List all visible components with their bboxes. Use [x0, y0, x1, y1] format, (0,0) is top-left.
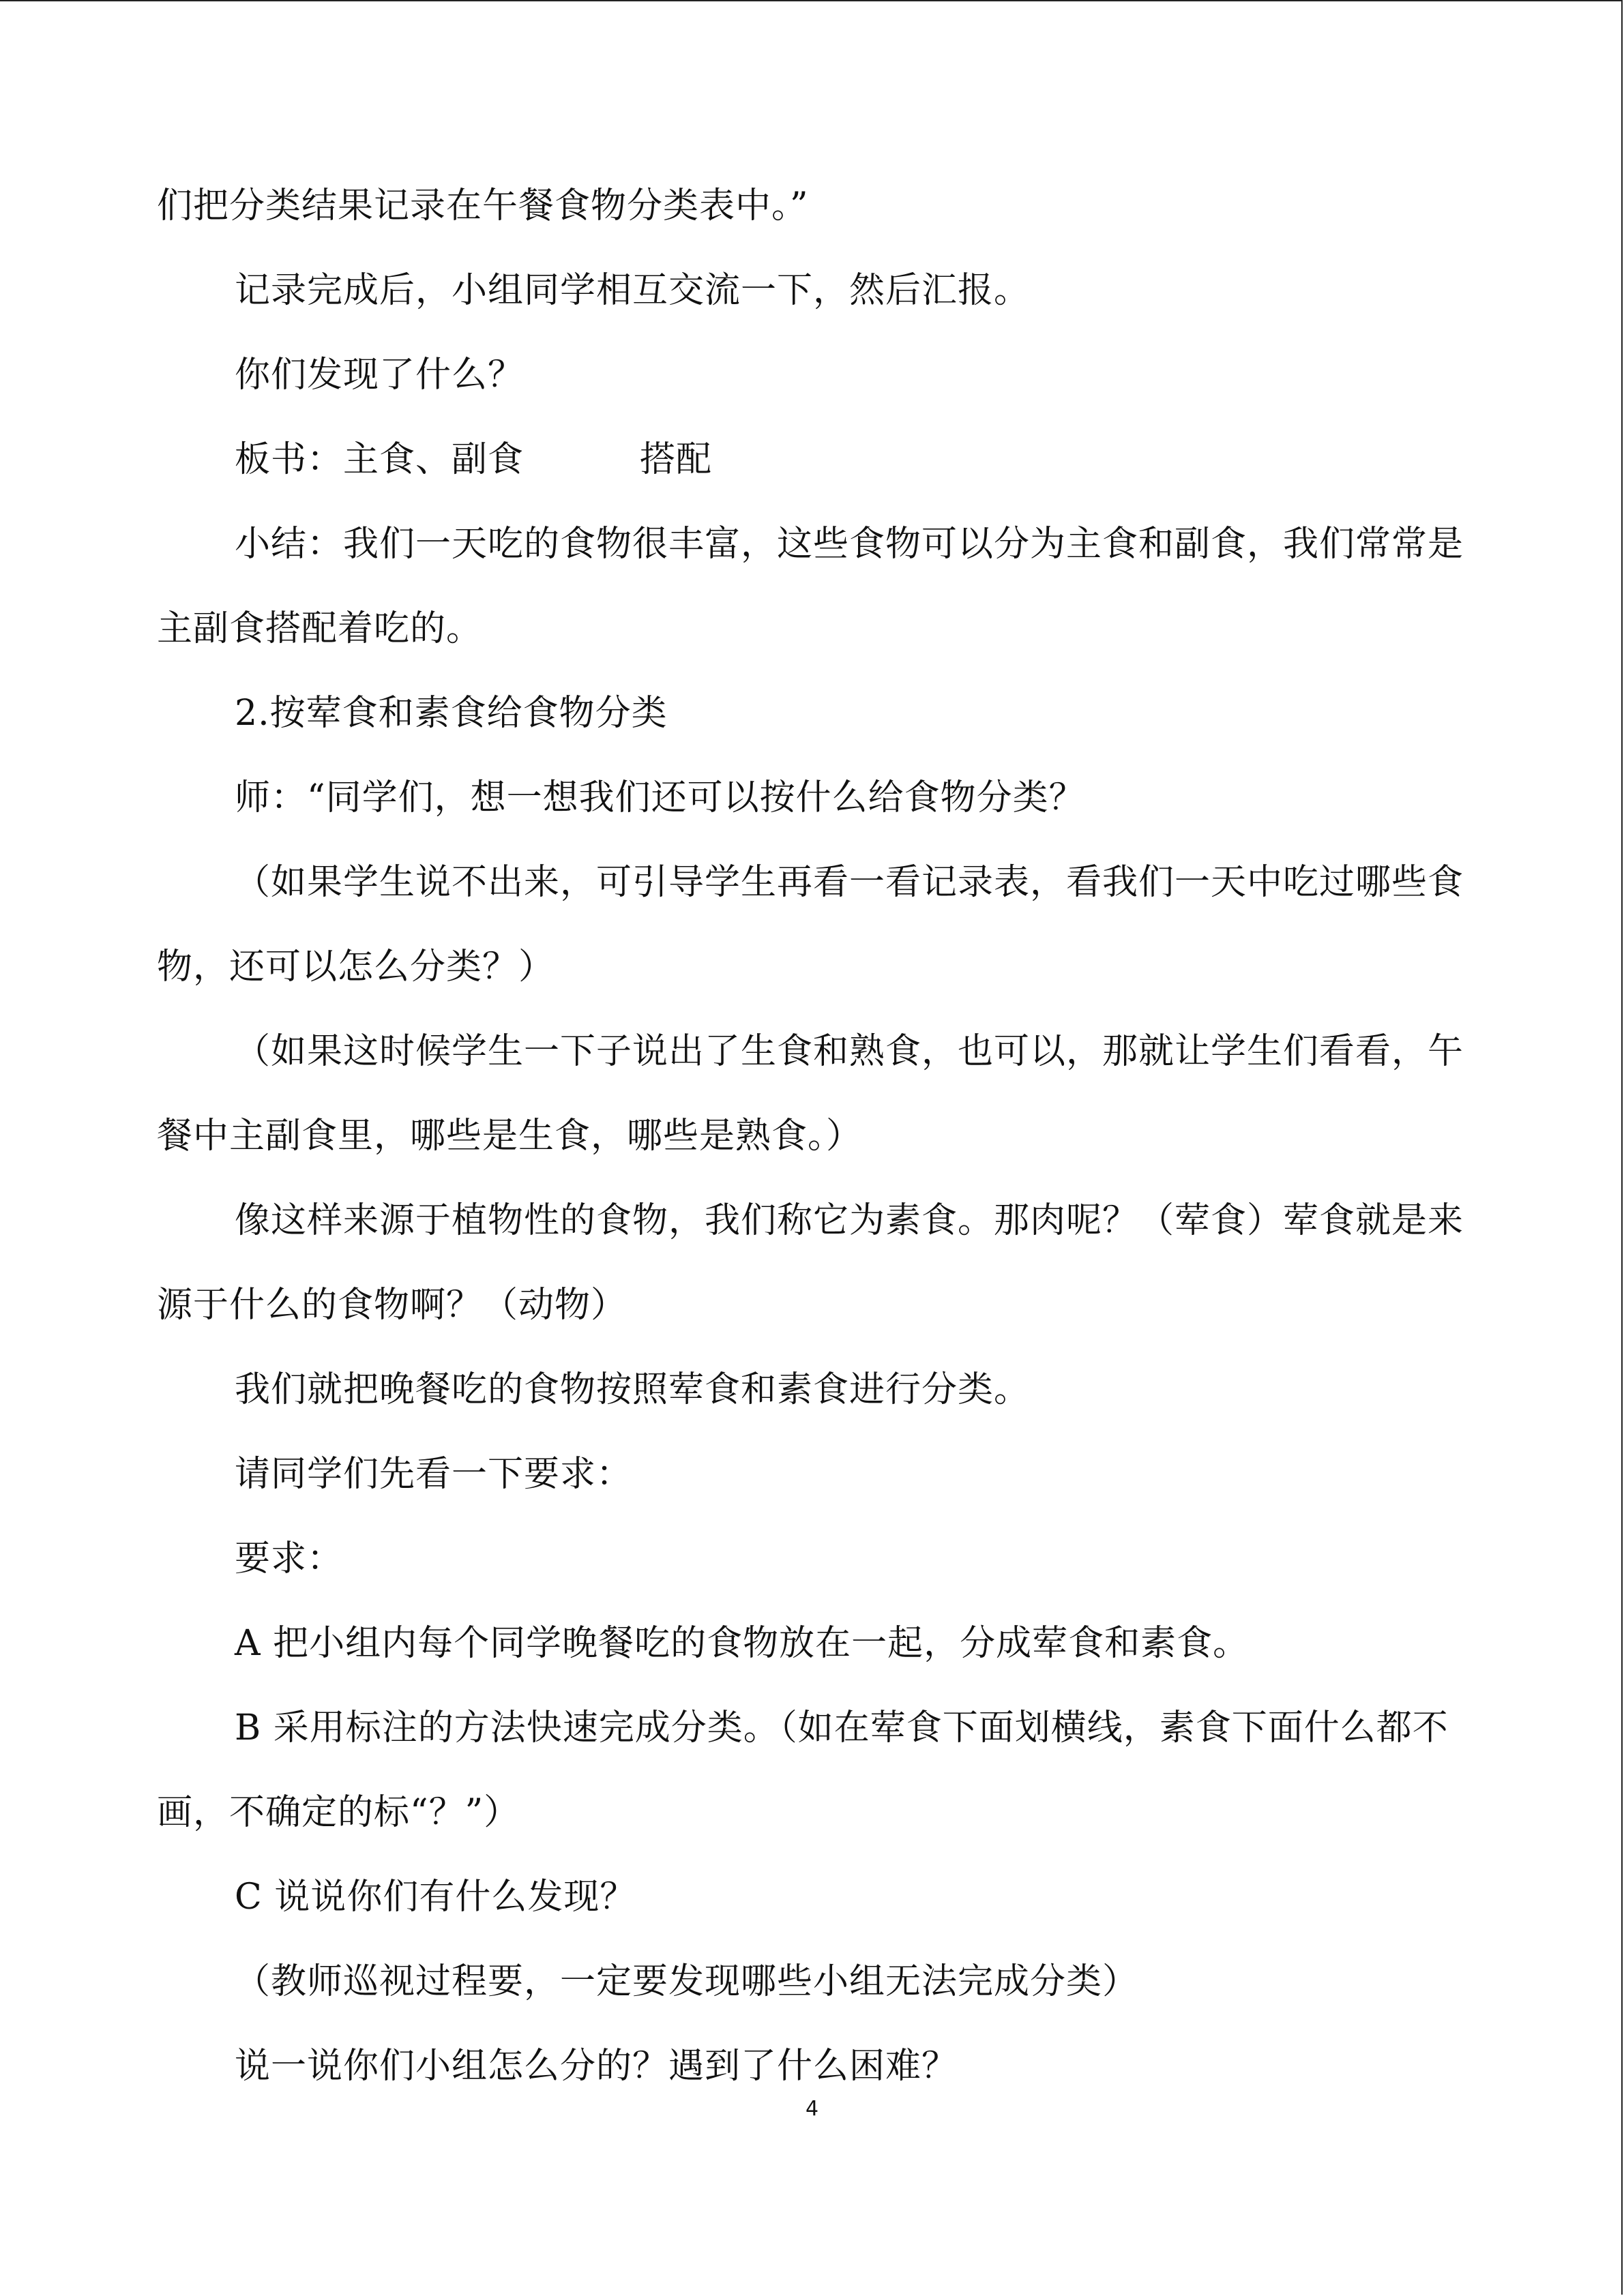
paragraph-12: 请同学们先看一下要求：	[235, 1454, 633, 1495]
paragraph-1: 们把分类结果记录在午餐食物分类表中。”	[157, 185, 809, 226]
paragraph-4	[157, 417, 1473, 502]
paragraph-13: 要求：	[235, 1538, 344, 1579]
paragraph-5: 小结：我们一天吃的食物很丰富，这些食物可以分为主食和副食，我们常常是主副食搭配着吃的。	[157, 524, 1464, 649]
board-note-main: 板书：主食、副食	[235, 439, 525, 480]
paragraph-9: （如果这时候学生一下子说出了生食和熟食，也可以，那就让学生们看看，午餐中主副食里，哪些是生食，哪些是熟食。）	[157, 1031, 1464, 1157]
page-number: 4	[805, 2097, 819, 2121]
board-note-pairing: 搭配	[640, 439, 713, 480]
document-body	[157, 164, 1473, 2108]
paragraph-15: B 采用标注的方法快速完成分类。（如在荤食下面划横线，素食下面什么都不画，不确定的标“？”）	[157, 1708, 1449, 1833]
paragraph-6: 2.按荤食和素食给食物分类	[235, 693, 668, 734]
paragraph-8: （如果学生说不出来，可引导学生再看一看记录表，看我们一天中吃过哪些食物，还可以怎么分类？）	[157, 862, 1464, 987]
paragraph-7: 师：“同学们，想一想我们还可以按什么给食物分类？	[235, 777, 1085, 818]
paragraph-3: 你们发现了什么？	[235, 355, 525, 396]
paragraph-2: 记录完成后，小组同学相互交流一下，然后汇报。	[235, 270, 1031, 311]
paragraph-14: A 把小组内每个同学晚餐吃的食物放在一起，分成荤食和素食。	[235, 1623, 1250, 1664]
paragraph-11: 我们就把晚餐吃的食物按照荤食和素食进行分类。	[235, 1369, 1031, 1410]
paragraph-17: （教师巡视过程要，一定要发现哪些小组无法完成分类）	[235, 1961, 1139, 2002]
paragraph-18: 说一说你们小组怎么分的？遇到了什么困难？	[235, 2046, 958, 2087]
paragraph-16: C 说说你们有什么发现？	[235, 1877, 636, 1918]
paragraph-10: 像这样来源于植物性的食物，我们称它为素食。那肉呢？（荤食）荤食就是来源于什么的食物啊？（动物）	[157, 1200, 1464, 1326]
